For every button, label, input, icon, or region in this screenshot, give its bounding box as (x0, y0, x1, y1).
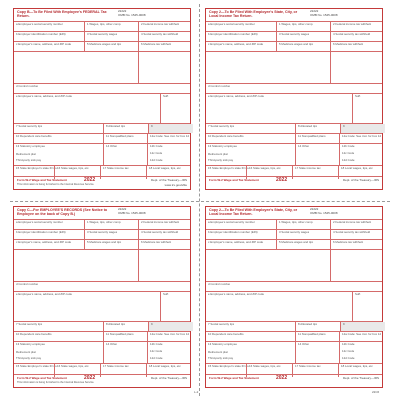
box-label: 11 Nonqualified plans (106, 135, 134, 138)
box-label: 13 Statutory employee (208, 343, 237, 346)
box-label: 15 State Employer's state ID no. (16, 365, 58, 368)
form-year: 2022 (276, 375, 288, 381)
box-label: 15 State Employer's state ID no. (16, 167, 58, 170)
box-d[interactable] (206, 282, 384, 291)
box-suff[interactable] (352, 292, 384, 321)
box-label: 16 State wages, tips, etc. (249, 167, 282, 170)
form-row (206, 281, 382, 291)
box-6[interactable] (138, 42, 192, 51)
box-10[interactable] (14, 134, 103, 143)
box-label: b Employer identification number (EIN) (16, 33, 66, 36)
box-label: 13 Statutory employee (16, 343, 45, 346)
box-label: Suff. (163, 293, 169, 296)
form-row (206, 143, 382, 165)
omb-number (118, 208, 190, 215)
box-blank (138, 52, 192, 83)
box-12b[interactable] (339, 342, 384, 363)
box-12a[interactable] (147, 332, 192, 341)
box-9 (148, 322, 193, 331)
box-7[interactable] (14, 124, 103, 133)
box-d[interactable] (14, 282, 192, 291)
form-row (206, 93, 382, 123)
box-6[interactable] (330, 42, 384, 51)
box-a[interactable] (14, 22, 84, 31)
form-title: Form W-2 Wage and Tax Statement (17, 376, 67, 380)
retirement-plan-label: Retirement plan (16, 153, 37, 156)
box-label: 4 Social security tax withheld (333, 33, 371, 36)
form-row (14, 31, 190, 41)
box-label: 9 (343, 125, 345, 128)
box-e[interactable] (206, 94, 352, 123)
box-label: 18 Local wages, tips, etc. (149, 167, 182, 170)
form-row (206, 341, 382, 363)
box-1[interactable] (276, 22, 330, 31)
box-13[interactable] (14, 144, 103, 165)
box-label: 6 Medicare tax withheld (333, 43, 364, 46)
box-8[interactable] (103, 124, 192, 133)
box-label: 10 Dependent care benefits (208, 333, 244, 336)
form-row (14, 331, 190, 341)
box-14[interactable] (103, 144, 147, 165)
box-12b[interactable] (147, 342, 192, 363)
form-row (14, 321, 190, 331)
box-7[interactable] (206, 322, 295, 331)
box-label: 8 Allocated tips (106, 125, 126, 128)
form-row (206, 21, 382, 31)
box-label: 3 Social security wages (279, 33, 310, 36)
box-label: d Control number (208, 85, 231, 88)
box-5[interactable] (84, 42, 138, 51)
box-14[interactable] (103, 342, 147, 363)
efile-link: www.irs.gov/efile (164, 183, 187, 187)
box-label: 17 State income tax (295, 167, 321, 170)
copy-designation: Copy B—To Be Filed With Employee's FEDERAL Tax Return. (17, 10, 107, 19)
box-label: 7 Social security tips (208, 125, 235, 128)
box-label: 11 Nonqualified plans (298, 333, 326, 336)
box-label: 3 Social security wages (87, 33, 118, 36)
omb-number (310, 10, 382, 17)
box-14[interactable] (295, 144, 339, 165)
box-label: 17 State income tax (103, 167, 129, 170)
box-4[interactable] (138, 230, 192, 239)
form-footer (206, 374, 382, 387)
form-row (206, 133, 382, 143)
box-12d-label: 12d Code (342, 159, 355, 162)
box-b[interactable] (14, 32, 84, 41)
box-c2 (14, 52, 138, 83)
omb-text: OMB No. 1545-0008 (118, 210, 146, 215)
box-label: 5 Medicare wages and tips (279, 43, 314, 46)
form-row (14, 83, 190, 93)
box-10[interactable] (14, 332, 103, 341)
box-2[interactable] (138, 220, 192, 229)
box-label: 9 (151, 125, 153, 128)
form-header (206, 9, 382, 21)
box-label: 3 Social security wages (279, 231, 310, 234)
box-label: a Employee's social security number (16, 23, 63, 26)
form-footer (14, 374, 190, 387)
box-label: 7 Social security tips (208, 323, 235, 326)
box-label: 2 Federal income tax withheld (333, 221, 372, 224)
box-label: 8 Allocated tips (298, 323, 318, 326)
form-row (14, 219, 190, 229)
box-8[interactable] (295, 322, 384, 331)
box-12b[interactable] (339, 144, 384, 165)
third-party-sick-pay-label: Third-party sick pay (208, 357, 234, 360)
box-7[interactable] (14, 322, 103, 331)
box-2[interactable] (330, 22, 384, 31)
box-label: 12b Code (342, 343, 355, 346)
form-row (206, 239, 382, 249)
omb-text: OMB No. 1545-0008 (310, 210, 338, 215)
box-label: b Employer identification number (EIN) (16, 231, 66, 234)
form-row (206, 249, 382, 281)
omb-number (118, 10, 190, 17)
form-row (14, 291, 190, 321)
form-row (14, 249, 190, 281)
box-label: 14 Other (298, 343, 310, 346)
box-label: Suff. (355, 95, 361, 98)
box-label: d Control number (16, 283, 39, 286)
box-label: 12b Code (150, 343, 163, 346)
box-label: Suff. (355, 293, 361, 296)
w2-form-copy-4 (205, 206, 383, 388)
box-13[interactable] (14, 342, 103, 363)
box-label: 5 Medicare wages and tips (279, 241, 314, 244)
box-12d-label: 12d Code (342, 357, 355, 360)
box-9 (148, 124, 193, 133)
form-row (206, 331, 382, 341)
box-12a[interactable] (339, 134, 384, 143)
box-blank (330, 250, 384, 281)
form-row (206, 123, 382, 133)
form-title: Form W-2 Wage and Tax Statement (17, 178, 67, 182)
form-header (14, 9, 190, 21)
box-label: 5 Medicare wages and tips (87, 43, 122, 46)
box-label: 4 Social security tax withheld (141, 33, 179, 36)
box-5[interactable] (84, 240, 138, 249)
box-c2 (14, 250, 138, 281)
form-title: Form W-2 Wage and Tax Statement (209, 376, 259, 380)
box-12d-label: 12d Code (150, 357, 163, 360)
form-header (14, 207, 190, 219)
treasury-dept: Dept. of the Treasury—IRS (342, 178, 379, 182)
omb-text: OMB No. 1545-0008 (310, 12, 338, 17)
box-label: a Employee's social security number (16, 221, 63, 224)
box-suff[interactable] (160, 94, 192, 123)
box-8[interactable] (103, 322, 192, 331)
box-a[interactable] (206, 22, 276, 31)
box-label: 11 Nonqualified plans (298, 135, 326, 138)
form-row (206, 229, 382, 239)
box-suff[interactable] (352, 94, 384, 123)
form-row (14, 93, 190, 123)
third-party-sick-pay-label: Third-party sick pay (208, 159, 234, 162)
box-e[interactable] (206, 292, 352, 321)
box-label: 17 State income tax (103, 365, 129, 368)
box-label: 14 Other (106, 343, 118, 346)
box-3[interactable] (276, 230, 330, 239)
form-footer (206, 176, 382, 189)
box-label: 10 Dependent care benefits (16, 333, 52, 336)
box-12b[interactable] (147, 144, 192, 165)
copy-designation: Copy C—For EMPLOYEE'S RECORDS (See Notice to Employee on the back of Copy B.) (17, 208, 108, 217)
form-row (14, 51, 190, 83)
form-row (14, 281, 190, 291)
box-label: e Employee's name, address, and ZIP code (208, 293, 264, 296)
box-label: 9 (343, 323, 345, 326)
treasury-dept: Dept. of the Treasury—IRS (150, 178, 187, 182)
box-12d-label: 12d Code (150, 159, 163, 162)
box-blank (138, 250, 192, 281)
third-party-sick-pay-label: Third-party sick pay (16, 357, 42, 360)
horizontal-perforation (10, 201, 390, 202)
box-label: 9 (151, 323, 153, 326)
box-label: c Employer's name, address, and ZIP code (208, 241, 264, 244)
box-label: 6 Medicare tax withheld (141, 241, 172, 244)
form-code: 22222 (310, 9, 319, 13)
box-1[interactable] (84, 220, 138, 229)
form-footer (14, 176, 190, 189)
form-row (206, 83, 382, 93)
form-code: 22222 (118, 9, 127, 13)
box-label: 4 Social security tax withheld (141, 231, 179, 234)
box-12c-label: 12c Code (342, 350, 355, 353)
box-label: 18 Local wages, tips, etc. (341, 365, 374, 368)
box-4[interactable] (330, 32, 384, 41)
box-label: 12a Code: See inst. for box 12 (342, 333, 382, 336)
box-label: 5 Medicare wages and tips (87, 241, 122, 244)
box-label: 18 Local wages, tips, etc. (341, 167, 374, 170)
box-label: 17 State income tax (295, 365, 321, 368)
retirement-plan-label: Retirement plan (16, 351, 37, 354)
box-14[interactable] (295, 342, 339, 363)
box-b[interactable] (206, 32, 276, 41)
box-7[interactable] (206, 124, 295, 133)
box-11[interactable] (103, 332, 147, 341)
box-13[interactable] (206, 144, 295, 165)
copy-designation: Copy 2—To Be Filed With Employee's State, City, or Local Income Tax Return. (209, 10, 298, 19)
box-label: 6 Medicare tax withheld (333, 241, 364, 244)
box-c[interactable] (206, 42, 276, 51)
box-9 (340, 124, 385, 133)
box-label: e Employee's name, address, and ZIP code (16, 293, 72, 296)
box-label: 1 Wages, tips, other comp. (87, 23, 122, 26)
box-e[interactable] (14, 94, 160, 123)
box-label: 1 Wages, tips, other comp. (279, 23, 314, 26)
box-label: 16 State wages, tips, etc. (249, 365, 282, 368)
box-6[interactable] (330, 240, 384, 249)
box-12a[interactable] (339, 332, 384, 341)
box-label: 2 Federal income tax withheld (333, 23, 372, 26)
form-year: 2022 (84, 177, 96, 183)
box-label: 16 State wages, tips, etc. (57, 365, 90, 368)
box-a[interactable] (206, 220, 276, 229)
box-c2 (206, 250, 330, 281)
box-label: b Employer identification number (EIN) (208, 231, 258, 234)
form-row (14, 229, 190, 239)
box-label: a Employee's social security number (208, 221, 255, 224)
form-row (14, 133, 190, 143)
box-5[interactable] (276, 240, 330, 249)
box-label: 3 Social security wages (87, 231, 118, 234)
box-label: 8 Allocated tips (298, 125, 318, 128)
box-4[interactable] (138, 32, 192, 41)
box-2[interactable] (138, 22, 192, 31)
box-d[interactable] (14, 84, 192, 93)
box-11[interactable] (295, 332, 339, 341)
box-label: 12b Code (150, 145, 163, 148)
box-11[interactable] (295, 134, 339, 143)
box-3[interactable] (276, 32, 330, 41)
box-e[interactable] (14, 292, 160, 321)
box-8[interactable] (295, 124, 384, 133)
omb-text: OMB No. 1545-0008 (118, 12, 146, 17)
box-suff[interactable] (160, 292, 192, 321)
third-party-sick-pay-label: Third-party sick pay (16, 159, 42, 162)
form-year: 2022 (276, 177, 288, 183)
treasury-dept: Dept. of the Treasury—IRS (150, 376, 187, 380)
box-2[interactable] (330, 220, 384, 229)
form-row (206, 321, 382, 331)
box-label: 4 Social security tax withheld (333, 231, 371, 234)
box-12c-label: 12c Code (150, 152, 163, 155)
form-row (206, 291, 382, 321)
box-label: 16 State wages, tips, etc. (57, 167, 90, 170)
box-label: 1 Wages, tips, other comp. (279, 221, 314, 224)
form-code: 22222 (118, 207, 127, 211)
irs-notice: This information is being furnished to the Internal Revenue Service. (17, 381, 95, 384)
corner-code-left: L-2 (194, 390, 199, 394)
box-5[interactable] (276, 42, 330, 51)
box-c[interactable] (14, 42, 84, 51)
box-6[interactable] (138, 240, 192, 249)
box-label: 12b Code (342, 145, 355, 148)
box-10[interactable] (206, 134, 295, 143)
box-b[interactable] (14, 230, 84, 239)
box-12c-label: 12c Code (150, 350, 163, 353)
box-label: 14 Other (298, 145, 310, 148)
vertical-perforation (199, 4, 200, 396)
w2-form-copy-3 (13, 206, 191, 388)
box-label: 12a Code: See inst. for box 12 (342, 135, 382, 138)
box-label: d Control number (208, 283, 231, 286)
treasury-dept: Dept. of the Treasury—IRS (342, 376, 379, 380)
box-label: e Employee's name, address, and ZIP code (208, 95, 264, 98)
box-c[interactable] (14, 240, 84, 249)
box-label: c Employer's name, address, and ZIP code (16, 43, 72, 46)
box-label: b Employer identification number (EIN) (208, 33, 258, 36)
box-12a[interactable] (147, 134, 192, 143)
box-label: 7 Social security tips (16, 323, 43, 326)
box-label: 18 Local wages, tips, etc. (149, 365, 182, 368)
box-label: 2 Federal income tax withheld (141, 221, 180, 224)
box-label: 11 Nonqualified plans (106, 333, 134, 336)
form-row (14, 21, 190, 31)
box-label: 6 Medicare tax withheld (141, 43, 172, 46)
irs-notice: This information is being furnished to the Internal Revenue Service. (17, 183, 95, 186)
form-row (14, 123, 190, 133)
box-a[interactable] (14, 220, 84, 229)
box-label: c Employer's name, address, and ZIP code (208, 43, 264, 46)
box-d[interactable] (206, 84, 384, 93)
box-9 (340, 322, 385, 331)
omb-number (310, 208, 382, 215)
box-label: 10 Dependent care benefits (208, 135, 244, 138)
box-label: 13 Statutory employee (16, 145, 45, 148)
box-3[interactable] (84, 32, 138, 41)
w2-form-copy-1 (13, 8, 191, 190)
box-label: 13 Statutory employee (208, 145, 237, 148)
box-3[interactable] (84, 230, 138, 239)
box-label: 10 Dependent care benefits (16, 135, 52, 138)
box-10[interactable] (206, 332, 295, 341)
form-row (14, 41, 190, 51)
form-row (206, 41, 382, 51)
form-row (206, 51, 382, 83)
box-label: a Employee's social security number (208, 23, 255, 26)
box-label: 12a Code: See inst. for box 12 (150, 135, 190, 138)
box-11[interactable] (103, 134, 147, 143)
box-label: 7 Social security tips (16, 125, 43, 128)
retirement-plan-label: Retirement plan (208, 351, 229, 354)
corner-code-right: 22C6 (372, 390, 380, 394)
box-1[interactable] (276, 220, 330, 229)
box-label: 12a Code: See inst. for box 12 (150, 333, 190, 336)
form-year: 2022 (84, 375, 96, 381)
box-4[interactable] (330, 230, 384, 239)
form-row (14, 239, 190, 249)
box-label: d Control number (16, 85, 39, 88)
box-label: 1 Wages, tips, other comp. (87, 221, 122, 224)
form-row (14, 341, 190, 363)
box-1[interactable] (84, 22, 138, 31)
form-row (14, 143, 190, 165)
box-13[interactable] (206, 342, 295, 363)
box-blank (330, 52, 384, 83)
box-label: 8 Allocated tips (106, 323, 126, 326)
box-label: 2 Federal income tax withheld (141, 23, 180, 26)
retirement-plan-label: Retirement plan (208, 153, 229, 156)
box-c[interactable] (206, 240, 276, 249)
form-code: 22222 (310, 207, 319, 211)
box-label: 15 State Employer's state ID no. (208, 365, 250, 368)
copy-designation: Copy 2—To Be Filed With Employee's State, City, or Local Income Tax Return. (209, 208, 298, 217)
form-title: Form W-2 Wage and Tax Statement (209, 178, 259, 182)
box-label: Suff. (163, 95, 169, 98)
box-b[interactable] (206, 230, 276, 239)
form-header (206, 207, 382, 219)
box-c2 (206, 52, 330, 83)
box-label: 15 State Employer's state ID no. (208, 167, 250, 170)
w2-form-copy-2 (205, 8, 383, 190)
form-row (206, 31, 382, 41)
form-row (206, 219, 382, 229)
box-label: 14 Other (106, 145, 118, 148)
box-label: e Employee's name, address, and ZIP code (16, 95, 72, 98)
box-label: c Employer's name, address, and ZIP code (16, 241, 72, 244)
box-12c-label: 12c Code (342, 152, 355, 155)
